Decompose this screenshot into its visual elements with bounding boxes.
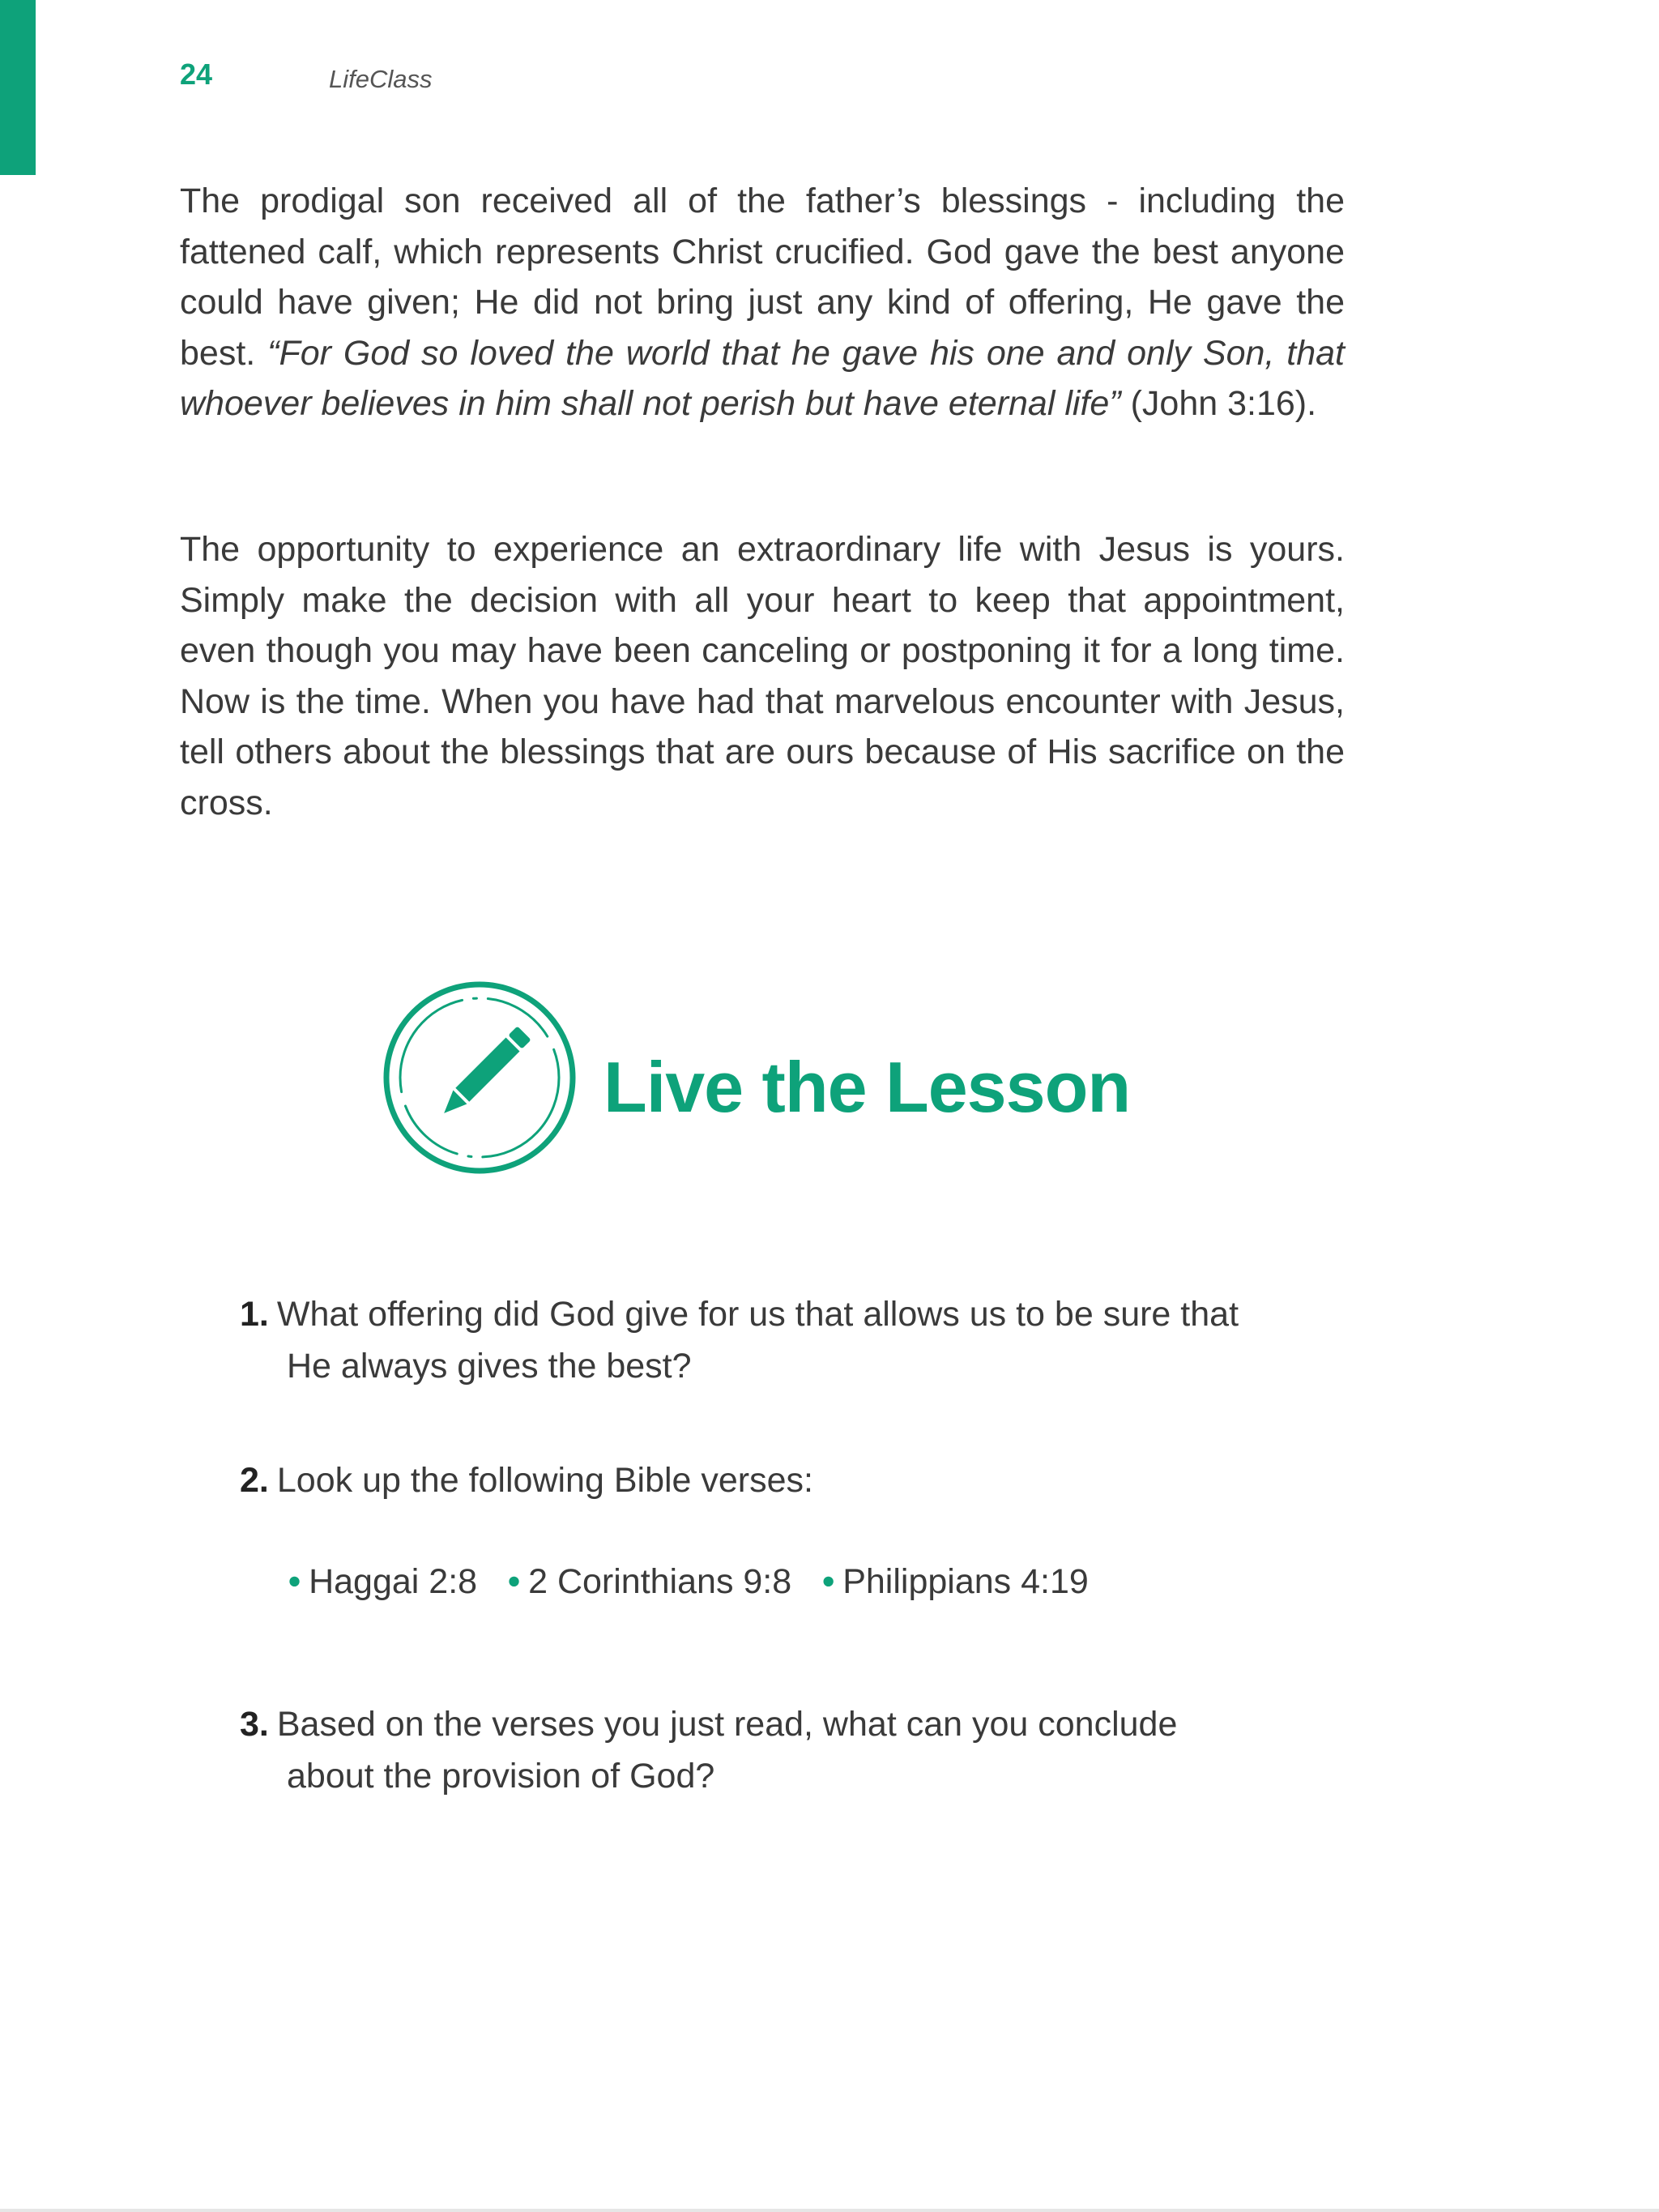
question-text: Look up the following Bible verses:	[276, 1461, 813, 1500]
question-number: 1.	[240, 1295, 269, 1334]
question-3	[240, 1698, 1345, 1802]
bullet-icon: •	[288, 1562, 301, 1601]
question-text: What offering did God give for us that allows us to be sure that	[276, 1295, 1239, 1334]
question-1	[240, 1288, 1345, 1392]
verse-reference: Haggai 2:8	[309, 1562, 478, 1601]
section-title: Live the Lesson	[603, 1047, 1131, 1127]
question-2	[240, 1454, 1345, 1506]
paragraph-text: The prodigal son received all of the father’s blessings - including the fattened calf, which represents Christ crucified. God gave the best anyone could have given; He did not bring just any kind of offering, He gave the best.	[180, 181, 1345, 373]
list-item	[288, 1562, 477, 1601]
page-edge-tab	[0, 0, 36, 175]
bullet-icon: •	[822, 1562, 835, 1601]
list-item	[508, 1562, 791, 1601]
running-head: LifeClass	[329, 65, 433, 93]
body-paragraph-2: The opportunity to experience an extraordinary life with Jesus is yours. Simply make the decision with all your heart to keep that appointment, even though you may have been canceling or postponing it for a long time. Now is the time. When you have had that marvelous encounter with Jesus, tell others about the blessings that are ours because of His sacrifice on the cross.	[180, 530, 1345, 822]
verse-list	[288, 1556, 1110, 1608]
bottom-divider	[0, 2209, 1659, 2212]
question-number: 3.	[240, 1705, 269, 1744]
verse-reference: 2 Corinthians 9:8	[528, 1562, 792, 1601]
page-number: 24	[180, 58, 213, 91]
scripture-reference: (John 3:16).	[1120, 384, 1317, 423]
question-number: 2.	[240, 1461, 269, 1500]
question-text: Based on the verses you just read, what can you conclude	[276, 1705, 1178, 1744]
body-paragraph-1	[180, 176, 1345, 429]
bullet-icon: •	[508, 1562, 521, 1601]
list-item	[822, 1562, 1089, 1601]
verse-reference: Philippians 4:19	[842, 1562, 1089, 1601]
question-text-continued: He always gives the best?	[287, 1347, 692, 1386]
pencil-in-circle-icon	[381, 979, 578, 1176]
section-header	[381, 979, 1191, 1176]
scripture-quote: “For God so loved the world that he gave his one and only Son, that whoever believes in him shall not perish but have eternal life”	[180, 333, 1346, 423]
question-text-continued: about the provision of God?	[287, 1757, 715, 1796]
